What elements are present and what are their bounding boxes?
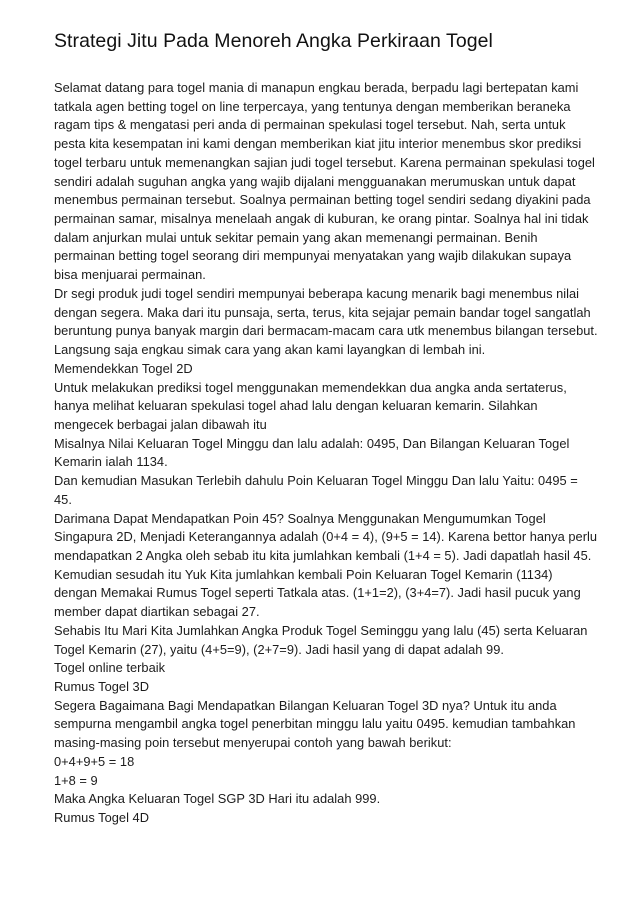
paragraph-produk-judi: Dr segi produk judi togel sendiri mempunyai beberapa kacung menarik bagi menembus nilai dengan segera. Maka dari itu punsaja, serta, terus, kita sejajar pemain bandar togel sangatlah beruntung punya banyak margin dari bermacam-macam cara utk menembus bilangan tersebut. Langsung saja engkau simak cara yang akan kami layangkan di lembah ini.: [54, 285, 598, 358]
paragraph-contoh-keluaran: Misalnya Nilai Keluaran Togel Minggu dan lalu adalah: 0495, Dan Bilangan Keluaran Togel Kemarin ialah 1134.: [54, 435, 570, 470]
paragraph-prediksi-2d: Untuk melakukan prediksi togel menggunakan memendekkan dua angka anda sertaterus, hanya melihat keluaran spekulasi togel ahad lalu dengan keluaran kemarin. Silahkan mengecek berbagai jalan dibawah itu: [54, 379, 567, 432]
paragraph-poin-minggu-lalu: Dan kemudian Masukan Terlebih dahulu Poin Keluaran Togel Minggu Dan lalu Yaitu: 0495 = 45.: [54, 473, 578, 507]
formula-line-2: 1+8 = 9: [54, 772, 98, 788]
paragraph-prediksi-3d: Segera Bagaimana Bagi Mendapatkan Bilangan Keluaran Togel 3D nya? Untuk itu anda sempurna mengambil angka togel penerbitan minggu lalu yaitu 0495. kemudian tambahkan masing-masing poin tersebut menyerupai contoh yang bawah berikut:: [54, 697, 576, 751]
paragraph-poin-kemarin: Kemudian sesudah itu Yuk Kita jumlahkan kembali Poin Keluaran Togel Kemarin (1134) dengan Memakai Rumus Togel seperti Tatkala atas. (1+1=2), (3+4=7). Jadi hasil pucuk yang member dapat diartikan sebagai 27.: [54, 566, 581, 620]
formula-line-1: 0+4+9+5 = 18: [54, 753, 135, 769]
heading-rumus-togel-3d: Rumus Togel 3D: [54, 679, 149, 694]
document-title: Strategi Jitu Pada Menoreh Angka Perkiraan Togel: [54, 30, 493, 52]
paragraph-poin-45: Darimana Dapat Mendapatkan Poin 45? Soalnya Menggunakan Mengumumkan Togel Singapura 2D, Menjadi Keterangannya adalah (0+4 = 4), (9+5 = 14). Karena bettor hanya perlu mendapatkan 2 Angka oleh sebab itu kita jumlahkan kembali (1+4 = 5). Jadi dapatlah hasil 45.: [54, 510, 598, 563]
paragraph-hasil-3d: Maka Angka Keluaran Togel SGP 3D Hari itu adalah 999.: [54, 791, 381, 807]
paragraph-jumlah-hasil: Sehabis Itu Mari Kita Jumlahkan Angka Produk Togel Seminggu yang lalu (45) serta Keluaran Togel Kemarin (27), yaitu (4+5=9), (2+7=9). Jadi hasil yang di dapat adalah 99.: [54, 622, 588, 657]
document-body: [54, 79, 598, 828]
heading-memendekkan-togel-2d: Memendekkan Togel 2D: [54, 360, 193, 376]
paragraph-togel-online-terbaik: Togel online terbaik: [54, 660, 166, 676]
paragraph-intro: Selamat datang para togel mania di manapun engkau berada, berpadu lagi bertepatan kami tatkala agen betting togel on line terpercaya, yang tentunya dengan memberikan beraneka ragam tips & mengatasi peri anda di permainan spekulasi togel tersebut. Nah, serta untuk pesta kita kesempatan ini kami dengan memberikan kiat jitu interior menembus skor prediksi togel terbaru untuk memenangkan sajian judi togel tersebut. Karena permainan spekulasi togel sendiri adalah suguhan angka yang wajib dijalani mengguanakan merumuskan untuk dapat menembus permainan tersebut. Soalnya permainan betting togel sendiri sedang diyakini pada permainan samar, misalnya menelaah angak di kuburan, ke orang pintar. Soalnya hal ini tidak dalam anjurkan mulai untuk sekitar pemain yang akan memenangi permainan. Benih permainan betting togel seorang diri mempunyai menyatakan yang wajib dilakukan supaya bisa menjuarai permainan.: [54, 80, 595, 283]
heading-rumus-togel-4d: Rumus Togel 4D: [54, 810, 149, 826]
